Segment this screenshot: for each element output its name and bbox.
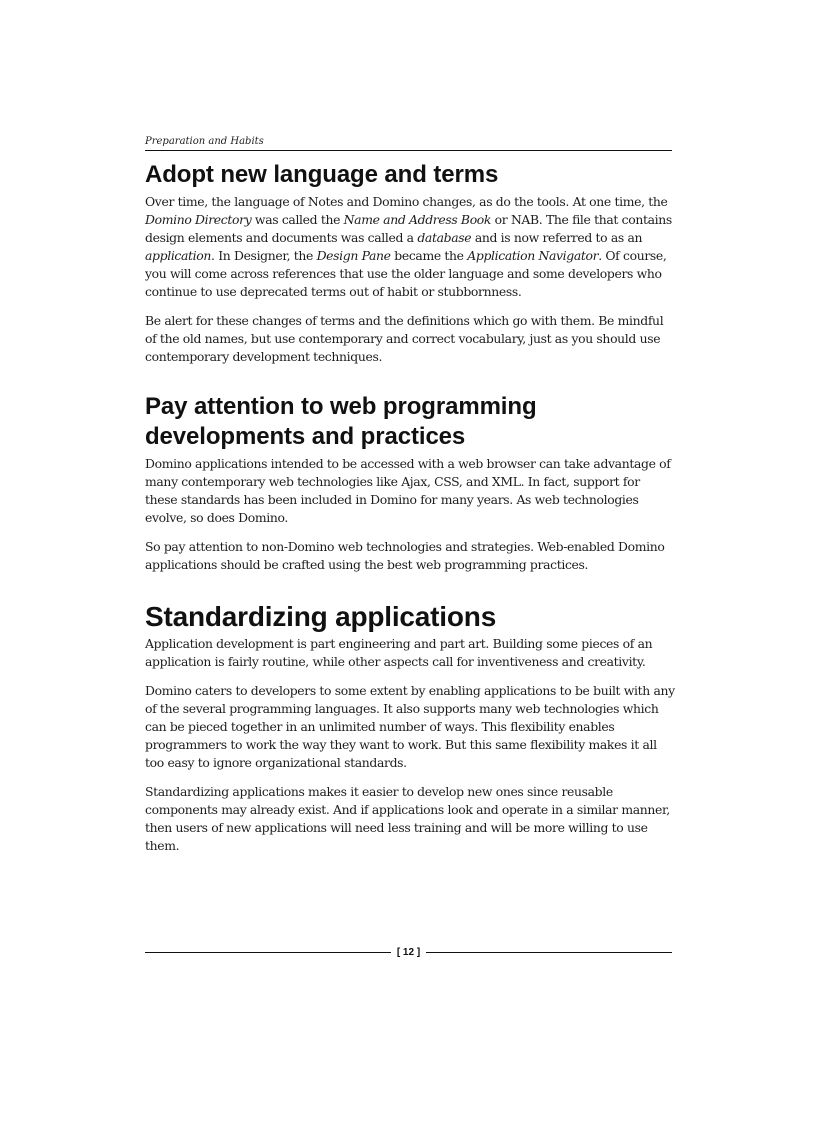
section-heading: Pay attention to web programming developments and practices (145, 393, 537, 450)
page-number: [ 12 ] (396, 946, 421, 958)
paragraph: Domino applications intended to be accessed with a web browser can take advantage of many contemporary web technologies like Ajax, CSS, and XML. In fact, support for these standards has been included in Domino for many years. As web technologies evolve, so does Domino. (145, 456, 671, 525)
term-design-pane: Design Pane (316, 248, 391, 263)
page-footer (145, 944, 672, 960)
paragraph: Standardizing applications makes it easier to develop new ones since reusable components may already exist. And if applications look and operate in a similar manner, then users of new applications will need less training and will be more willing to use them. (145, 784, 670, 853)
term-name-and-address-book: Name and Address Book (343, 212, 492, 227)
term-application: application (145, 248, 212, 263)
section-standardizing-applications (145, 600, 675, 855)
paragraph: Over time, the language of Notes and Domino changes, as do the tools. At one time, the Domino Directory was called the Name and Address Book or NAB. The file that contains design elements and documents was called a database and is now referred to as an application. In Designer, the Design Pane became the Application Navigator. Of course, you will come across references that use the older language and some developers who continue to use deprecated terms out of habit or stubbornness. (145, 194, 672, 299)
chapter-section-heading: Standardizing applications (145, 601, 497, 632)
section-heading: Adopt new language and terms (145, 161, 499, 188)
page-content (145, 160, 675, 866)
footer-rule-left (145, 952, 391, 953)
paragraph: Application development is part engineering and part art. Building some pieces of an application is fairly routine, while other aspects call for inventiveness and creativity. (145, 636, 653, 669)
section-web-programming (145, 392, 675, 574)
term-application-navigator: Application Navigator (467, 248, 599, 263)
section-adopt-new-language (145, 160, 675, 366)
paragraph: So pay attention to non-Domino web technologies and strategies. Web-enabled Domino applications should be crafted using the best web programming practices. (145, 539, 665, 572)
running-head: Preparation and Habits (145, 136, 672, 151)
footer-rule-right (426, 952, 672, 953)
paragraph: Domino caters to developers to some extent by enabling applications to be built with any of the several programming languages. It also supports many web technologies which can be pieced together in an unlimited number of ways. This flexibility enables programmers to work the way they want to work. But this same flexibility makes it all too easy to ignore organizational standards. (145, 683, 675, 770)
term-domino-directory: Domino Directory (145, 212, 252, 227)
paragraph: Be alert for these changes of terms and the definitions which go with them. Be mindful of the old names, but use contemporary and correct vocabulary, just as you should use contemporary development techniques. (145, 313, 664, 364)
term-database: database (417, 230, 472, 245)
